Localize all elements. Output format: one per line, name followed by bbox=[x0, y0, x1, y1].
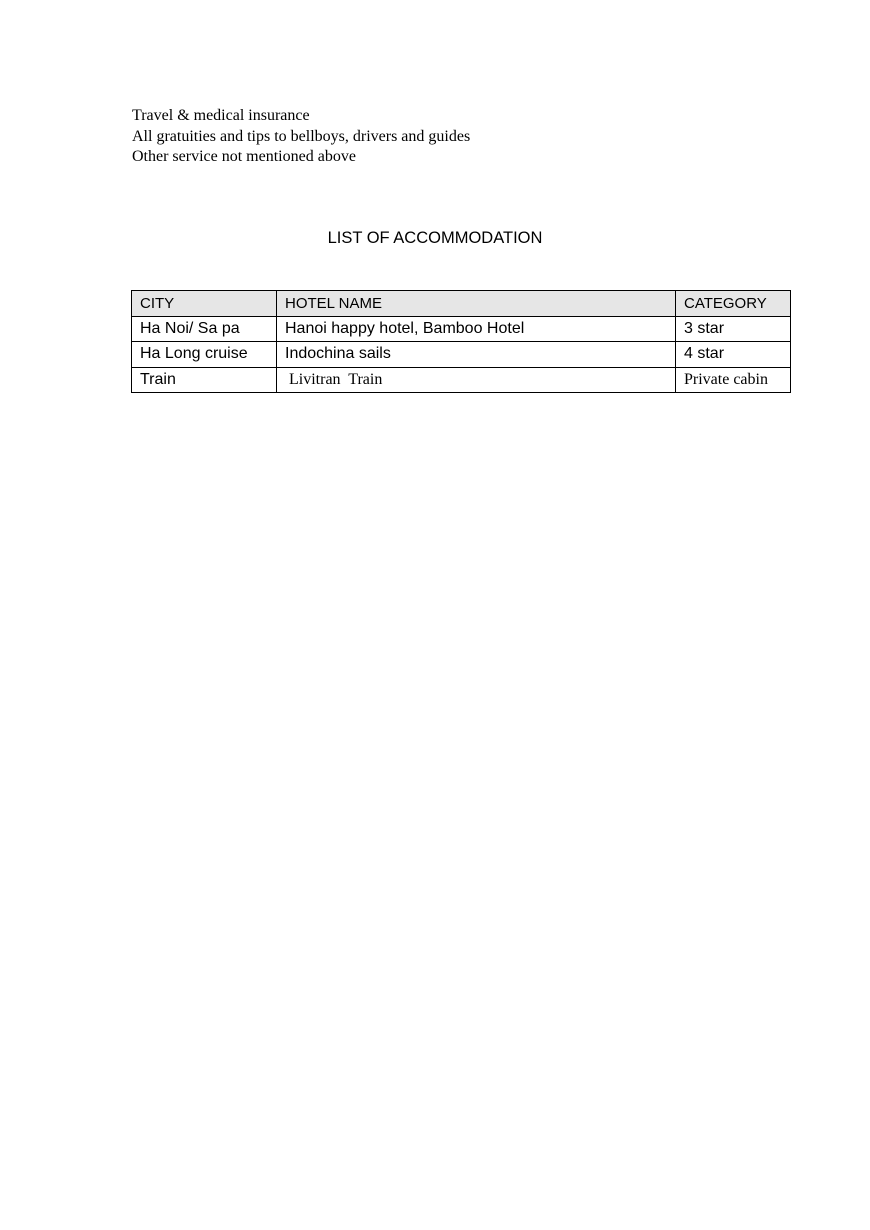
header-category: CATEGORY bbox=[676, 291, 791, 317]
accommodation-title: LIST OF ACCOMMODATION bbox=[327, 229, 543, 247]
table-row bbox=[132, 342, 791, 368]
cell-city: Train bbox=[132, 367, 277, 393]
table-row bbox=[132, 367, 791, 393]
header-hotel-name: HOTEL NAME bbox=[277, 291, 676, 317]
cell-hotel-name: Livitran Train bbox=[277, 367, 676, 393]
cell-city: Ha Long cruise bbox=[132, 342, 277, 368]
exclusion-item: Other service not mentioned above bbox=[132, 148, 356, 165]
accommodation-table bbox=[131, 290, 791, 393]
cell-category: 4 star bbox=[676, 342, 791, 368]
header-city: CITY bbox=[132, 291, 277, 317]
cell-category: 3 star bbox=[676, 316, 791, 342]
cell-hotel-name: Indochina sails bbox=[277, 342, 676, 368]
exclusion-item: All gratuities and tips to bellboys, drivers and guides bbox=[132, 127, 471, 145]
table-header-row bbox=[132, 291, 791, 317]
exclusions-list bbox=[132, 106, 470, 168]
cell-city: Ha Noi/ Sa pa bbox=[132, 316, 277, 342]
cell-category: Private cabin bbox=[676, 367, 791, 393]
cell-hotel-name: Hanoi happy hotel, Bamboo Hotel bbox=[277, 316, 676, 342]
table-row bbox=[132, 316, 791, 342]
exclusion-item: Travel & medical insurance bbox=[132, 107, 310, 124]
